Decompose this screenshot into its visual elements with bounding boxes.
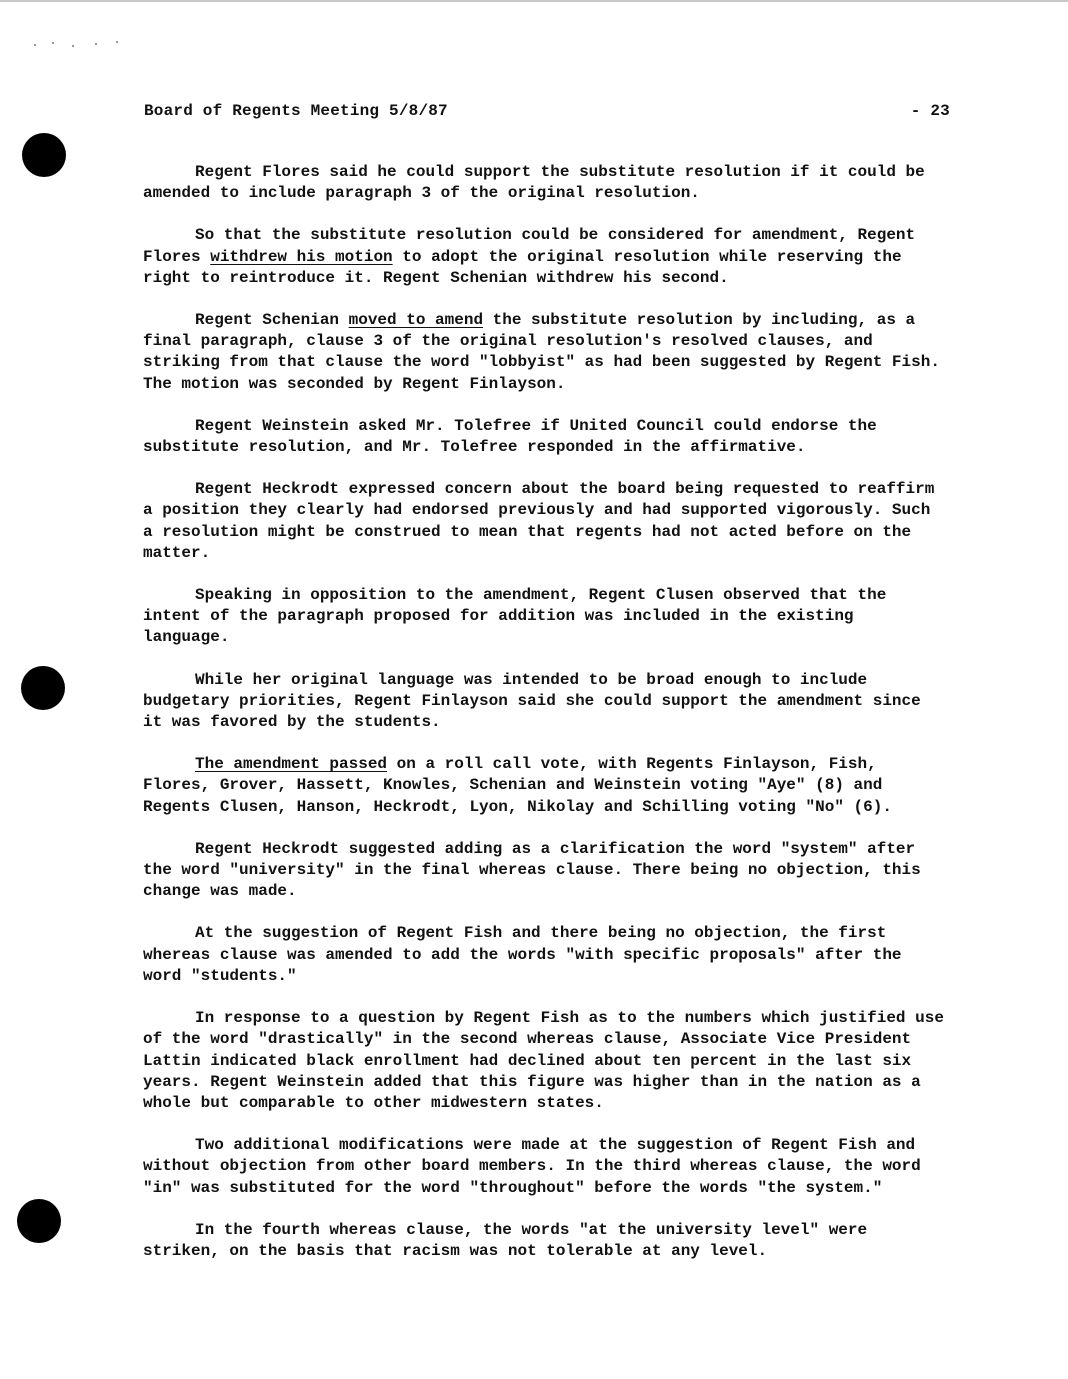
paragraph: Two additional modifications were made at the suggestion of Regent Fish and without objection from other board members. In the third whereas clause, the word "in" was substituted for the word "throughout" before the words "the system." (143, 1136, 921, 1197)
underlined-action: moved to amend (348, 311, 484, 330)
paragraph (143, 754, 949, 818)
paragraph: At the suggestion of Regent Fish and there being no objection, the first whereas clause was amended to add the words "with specific proposals" after the word "students." (143, 924, 902, 985)
paragraph: Speaking in opposition to the amendment, Regent Clusen observed that the intent of the paragraph proposed for addition was included in the existing language. (143, 586, 887, 647)
scan-top-edge (0, 0, 1068, 2)
underlined-action: withdrew his motion (210, 247, 393, 266)
punch-hole (17, 1199, 61, 1243)
paragraph: In the fourth whereas clause, the words "at the university level" were striken, on the basis that racism was not tolerable at any level. (143, 1220, 868, 1260)
minutes-body (143, 162, 949, 1283)
paragraph-text: to adopt the original resolution while reserving the right to reintroduce it. Regent Schenian withdrew his second. (143, 247, 902, 287)
paragraph: In response to a question by Regent Fish as to the numbers which justified use of the word "drastically" in the second whereas clause, Associate Vice President Lattin indicated black enrollment had declined about ten percent in the last six years. Regent Weinstein added that this figure was higher than in the nation as a whole but comparable to other midwestern states. (143, 1009, 944, 1112)
paragraph: Regent Flores said he could support the substitute resolution if it could be amended to include paragraph 3 of the original resolution. (143, 163, 925, 203)
scan-speck (52, 42, 54, 44)
scan-speck (72, 45, 74, 47)
paragraph (143, 310, 949, 395)
paragraph-text: So that the substitute resolution could be considered for amendment, Regent Flores (143, 226, 916, 266)
paragraph: Regent Heckrodt expressed concern about the board being requested to reaffirm a position they clearly had endorsed previously and had supported vigorously. Such a resolution might be construed to mean that regents had not acted before on the matter. (143, 480, 935, 562)
scan-speck (95, 43, 97, 45)
punch-hole (21, 666, 65, 710)
paragraph: While her original language was intended to be broad enough to include budgetary priorities, Regent Finlayson said she could support the amendment since it was favored by the students. (143, 670, 921, 732)
underlined-action: The amendment passed (195, 755, 388, 774)
paragraph: Regent Heckrodt suggested adding as a clarification the word "system" after the word "university" in the final whereas clause. There being no objection, this change was made. (143, 839, 921, 901)
paragraph (143, 225, 949, 289)
paragraph-text: the substitute resolution by including, as a final paragraph, clause 3 of the original resolution's resolved clauses, and striking from that clause the word "lobbyist" as had been suggested by Regent Fish. The motion was seconded by Regent Finlayson. (143, 311, 940, 393)
paragraph: Regent Weinstein asked Mr. Tolefree if United Council could endorse the substitute resolution, and Mr. Tolefree responded in the affirmative. (143, 416, 877, 457)
header-title: Board of Regents Meeting 5/8/87 (144, 102, 448, 120)
paragraph-text: on a roll call vote, with Regents Finlayson, Fish, Flores, Grover, Hassett, Knowles, Schenian and Weinstein voting "Aye" (8) and Regents Clusen, Hanson, Heckrodt, Lyon, Nikolay and Schilling voting "No" (6). (143, 755, 892, 816)
punch-hole (22, 133, 66, 177)
scan-speck (34, 44, 36, 46)
page-number: - 23 (910, 102, 950, 120)
paragraph-text: Regent Schenian (195, 311, 349, 330)
scan-speck (116, 41, 118, 43)
